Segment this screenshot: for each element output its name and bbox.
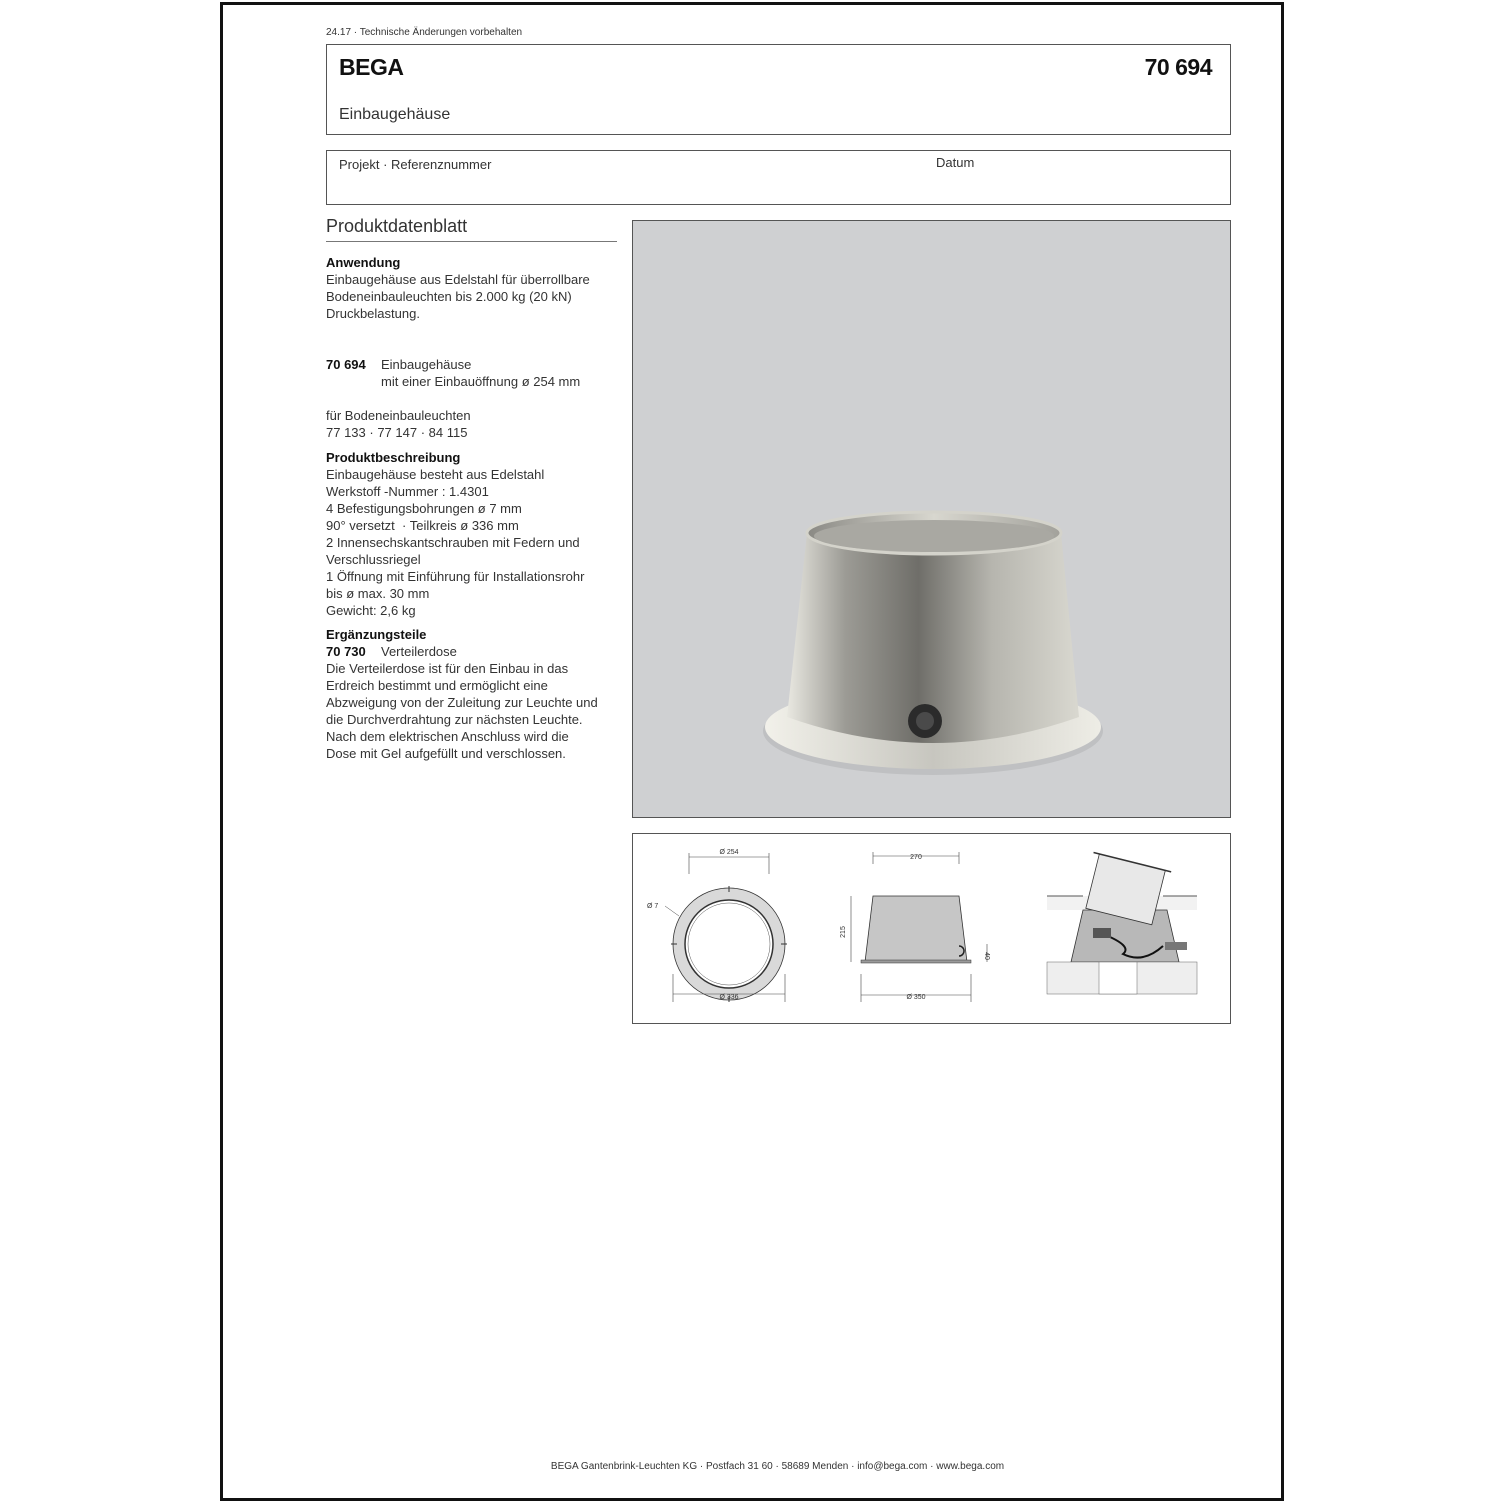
accessory-line: Nach dem elektrischen Anschluss wird die (326, 729, 569, 744)
description-heading: Produktbeschreibung (326, 450, 461, 465)
label-hole: Ø 7 (647, 903, 659, 910)
description-line: Verschlussriegel (326, 552, 421, 567)
accessory-name: Verteilerdose (381, 644, 457, 659)
brand-name: BEGA (339, 54, 404, 80)
sheet-title-rule (326, 241, 617, 242)
title-box (326, 44, 1231, 135)
application-heading: Anwendung (326, 255, 401, 270)
description-line: Einbaugehäuse besteht aus Edelstahl (326, 467, 545, 482)
accessory-line: Dose mit Gel aufgefüllt und verschlossen. (326, 746, 566, 761)
label-flange-diameter: Ø 350 (906, 994, 926, 1001)
accessory-line: die Durchverdrahtung zur nächsten Leuchte. (326, 712, 583, 727)
housing-illustration (633, 221, 1230, 817)
side-view-drawing (840, 852, 990, 1002)
description-line: bis ø max. 30 mm (326, 586, 430, 601)
accessory-code: 70 730 (326, 644, 366, 659)
top-view-drawing (647, 849, 787, 1002)
application-line: Bodeneinbauleuchten bis 2.000 kg (20 kN) (326, 289, 572, 304)
label-height: 215 (840, 926, 847, 938)
drawings-svg (633, 834, 1230, 1023)
article-line: Einbaugehäuse (381, 357, 472, 372)
project-label: Projekt · Referenznummer (339, 157, 492, 172)
compatible-section (326, 407, 618, 441)
article-number: 70 694 (1144, 54, 1212, 80)
application-line: Einbaugehäuse aus Edelstahl für überrollbare (326, 272, 590, 287)
header-note: 24.17 · Technische Änderungen vorbehalten (326, 27, 523, 38)
sheet-title: Produktdatenblatt (326, 216, 468, 236)
compatible-line: 77 133 · 77 147 · 84 115 (326, 425, 468, 440)
technical-drawings (632, 833, 1231, 1024)
description-line: 90° versetzt · Teilkreis ø 336 mm (326, 518, 519, 533)
description-line: Gewicht: 2,6 kg (326, 603, 416, 618)
article-code: 70 694 (326, 357, 366, 372)
description-section (326, 449, 618, 619)
product-photo (632, 220, 1231, 818)
footer: BEGA Gantenbrink-Leuchten KG · Postfach 31 60 · 58689 Menden · info@bega.com · www.bega.com (550, 1461, 1005, 1472)
accessories-heading: Ergänzungsteile (326, 627, 427, 642)
accessory-line: Erdreich bestimmt und ermöglicht eine (326, 678, 548, 693)
application-line: Druckbelastung. (326, 306, 420, 321)
label-pipe-height: 40 (983, 952, 990, 960)
product-subtitle: Einbaugehäuse (339, 106, 451, 123)
article-line: mit einer Einbauöffnung ø 254 mm (381, 374, 581, 389)
installation-drawing (1047, 852, 1197, 994)
description-line: 4 Befestigungsbohrungen ø 7 mm (326, 501, 522, 516)
compatible-line: für Bodeneinbauleuchten (326, 408, 471, 423)
date-label: Datum (936, 155, 975, 170)
label-bottom-diameter: Ø 336 (719, 994, 739, 1001)
description-line: 1 Öffnung mit Einführung für Installationsrohr (326, 569, 585, 584)
accessory-line: Die Verteilerdose ist für den Einbau in das (326, 661, 569, 676)
article-section (326, 356, 618, 390)
accessory-line: Abzweigung von der Zuleitung zur Leuchte und (326, 695, 598, 710)
description-line: 2 Innensechskantschrauben mit Federn und (326, 535, 580, 550)
label-width: 270 (910, 854, 922, 861)
accessories-section (326, 626, 618, 762)
label-top-diameter: Ø 254 (719, 849, 739, 856)
description-line: Werkstoff -Nummer : 1.4301 (326, 484, 489, 499)
application-section (326, 254, 618, 322)
